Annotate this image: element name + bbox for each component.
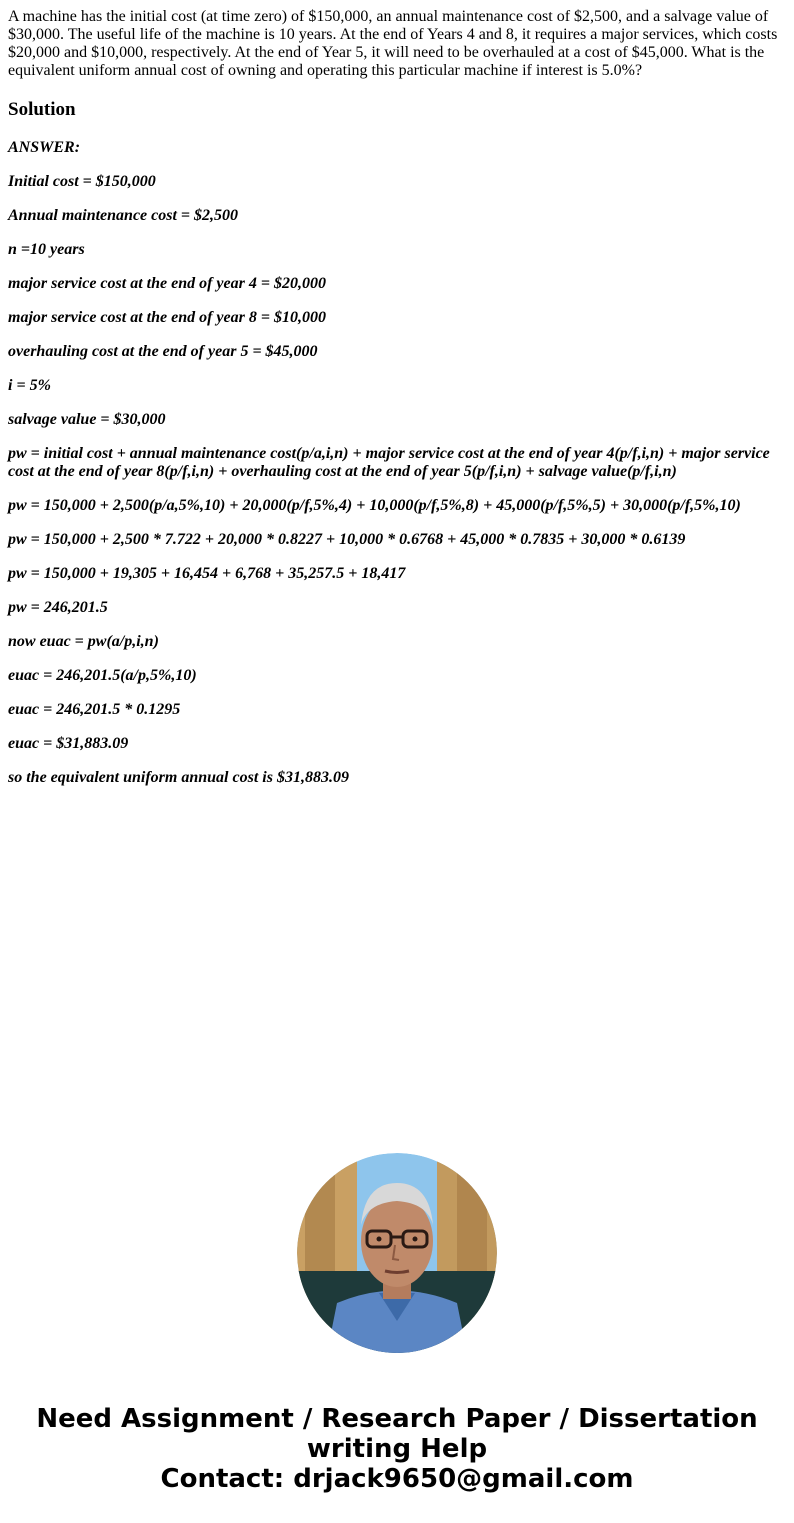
avatar — [297, 1153, 497, 1353]
answer-label: ANSWER: — [8, 139, 81, 156]
answer-line: pw = 150,000 + 2,500 * 7.722 + 20,000 * 0.8227 + 10,000 * 0.6768 + 45,000 * 0.7835 + 30,000 * 0.6139 — [8, 531, 686, 548]
answer-line: salvage value = $30,000 — [8, 411, 166, 428]
answer-line: Annual maintenance cost = $2,500 — [8, 207, 239, 224]
question-text: A machine has the initial cost (at time zero) of $150,000, an annual maintenance cost of $2,500, and a salvage value of $30,000. The useful life of the machine is 10 years. At the end of Years 4 and 8, it requires a major services, which costs $20,000 and $10,000, respectively. At the end of Year 5, it will need to be overhauled at a cost of $45,000. What is the equivalent uniform annual cost of owning and operating this particular machine if interest is 5.0%? — [8, 8, 778, 79]
answer-line: euac = $31,883.09 — [8, 735, 129, 752]
final-answer-line: so the equivalent uniform annual cost is $31,883.09 — [8, 769, 349, 786]
answer-line: pw = initial cost + annual maintenance cost(p/a,i,n) + major service cost at the end of year 4(p/f,i,n) + major service cost at the end of year 8(p/f,i,n) + overhauling cost at the end of year 5(p/f,i,n) + salvage value(p/f,i,n) — [8, 445, 770, 480]
document-body — [8, 8, 784, 803]
answer-line: major service cost at the end of year 8 = $10,000 — [8, 309, 326, 326]
answer-block — [8, 139, 784, 787]
answer-line: now euac = pw(a/p,i,n) — [8, 633, 159, 650]
answer-line: pw = 246,201.5 — [8, 599, 108, 616]
promo-contact: Contact: drjack9650@gmail.com — [160, 1464, 634, 1494]
answer-line: i = 5% — [8, 377, 51, 394]
solution-heading: Solution — [8, 99, 76, 120]
promo-line: writing Help — [306, 1434, 488, 1464]
answer-line: major service cost at the end of year 4 = $20,000 — [8, 275, 326, 292]
answer-line: euac = 246,201.5(a/p,5%,10) — [8, 667, 197, 684]
answer-line: n =10 years — [8, 241, 85, 258]
avatar-portrait — [297, 1153, 497, 1353]
answer-line: pw = 150,000 + 2,500(p/a,5%,10) + 20,000(p/f,5%,4) + 10,000(p/f,5%,8) + 45,000(p/f,5%,5) + 30,000(p/f,5%,10) — [8, 497, 741, 514]
answer-line: pw = 150,000 + 19,305 + 16,454 + 6,768 + 35,257.5 + 18,417 — [8, 565, 406, 582]
promo-line: Need Assignment / Research Paper / Dissertation — [36, 1404, 758, 1434]
answer-line: overhauling cost at the end of year 5 = $45,000 — [8, 343, 318, 360]
promo-banner — [0, 1404, 794, 1494]
avatar-mouth — [385, 1271, 409, 1273]
answer-line: Initial cost = $150,000 — [8, 173, 156, 190]
answer-line: euac = 246,201.5 * 0.1295 — [8, 701, 181, 718]
